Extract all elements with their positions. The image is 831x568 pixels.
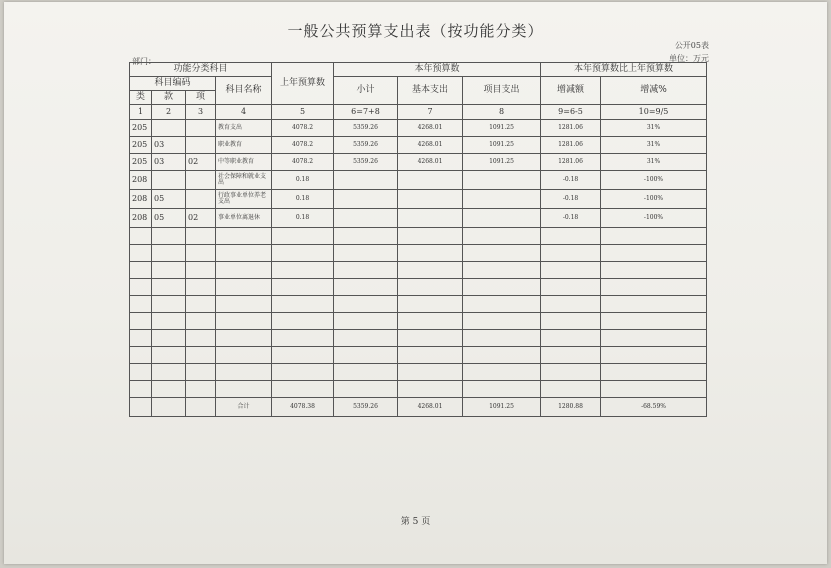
table-row (130, 137, 707, 154)
total-basic: 4268.01 (398, 398, 463, 417)
empty-cell (463, 296, 541, 313)
cell-name: 社会保障和就业支出 (216, 171, 272, 190)
empty-cell (186, 398, 216, 417)
empty-cell (601, 330, 707, 347)
index-cell: 9=6-5 (541, 105, 601, 120)
empty-cell (334, 262, 398, 279)
empty-cell (541, 330, 601, 347)
empty-cell (463, 262, 541, 279)
cell-last-year: 0.18 (272, 171, 334, 190)
empty-cell (130, 262, 152, 279)
empty-cell (130, 296, 152, 313)
table-row (130, 154, 707, 171)
index-cell: 3 (186, 105, 216, 120)
cell-basic: 4268.01 (398, 137, 463, 154)
cell-subtotal (334, 171, 398, 190)
cell-xiang (186, 120, 216, 137)
empty-cell (541, 347, 601, 364)
cell-lei: 208 (130, 190, 152, 209)
cell-name: 职业教育 (216, 137, 272, 154)
empty-cell (130, 347, 152, 364)
empty-cell (152, 245, 186, 262)
empty-cell (216, 381, 272, 398)
cell-pct: -100% (601, 190, 707, 209)
index-cell: 6=7+8 (334, 105, 398, 120)
empty-cell (272, 262, 334, 279)
total-pct: -68.59% (601, 398, 707, 417)
cell-last-year: 4078.2 (272, 154, 334, 171)
cell-delta: -0.18 (541, 171, 601, 190)
empty-row (130, 228, 707, 245)
index-row (130, 105, 707, 120)
header-pct: 增减% (601, 77, 707, 105)
empty-row (130, 296, 707, 313)
cell-name: 行政事业单位养老支出 (216, 190, 272, 209)
empty-cell (272, 347, 334, 364)
empty-cell (272, 228, 334, 245)
empty-cell (186, 364, 216, 381)
empty-cell (463, 381, 541, 398)
empty-cell (463, 228, 541, 245)
empty-cell (334, 381, 398, 398)
empty-cell (398, 245, 463, 262)
empty-cell (463, 279, 541, 296)
cell-lei: 205 (130, 154, 152, 171)
empty-cell (130, 228, 152, 245)
cell-pct: -100% (601, 209, 707, 228)
cell-kuan: 03 (152, 137, 186, 154)
empty-row (130, 313, 707, 330)
empty-cell (186, 228, 216, 245)
cell-name: 事业单位离退休 (216, 209, 272, 228)
empty-cell (272, 364, 334, 381)
empty-cell (398, 262, 463, 279)
empty-cell (541, 313, 601, 330)
cell-pct: 31% (601, 154, 707, 171)
cell-lei: 208 (130, 171, 152, 190)
cell-pct: 31% (601, 120, 707, 137)
cell-last-year: 0.18 (272, 209, 334, 228)
empty-cell (334, 364, 398, 381)
cell-subtotal (334, 190, 398, 209)
empty-cell (152, 262, 186, 279)
header-name: 科目名称 (216, 77, 272, 105)
empty-cell (398, 381, 463, 398)
cell-delta: 1281.06 (541, 137, 601, 154)
empty-cell (398, 279, 463, 296)
empty-cell (601, 228, 707, 245)
total-row (130, 398, 707, 417)
header-func-group: 功能分类科目 (130, 63, 272, 77)
empty-cell (130, 330, 152, 347)
header-xiang: 项 (186, 91, 216, 105)
empty-cell (216, 262, 272, 279)
empty-cell (216, 330, 272, 347)
form-number: 公开05表 (674, 41, 709, 50)
cell-basic (398, 190, 463, 209)
empty-cell (541, 279, 601, 296)
header-compare-group: 本年预算数比上年预算数 (541, 63, 707, 77)
empty-cell (334, 330, 398, 347)
empty-cell (398, 364, 463, 381)
empty-row (130, 347, 707, 364)
empty-cell (272, 313, 334, 330)
cell-basic: 4268.01 (398, 120, 463, 137)
cell-delta: -0.18 (541, 209, 601, 228)
empty-cell (186, 296, 216, 313)
empty-cell (334, 347, 398, 364)
empty-cell (130, 364, 152, 381)
empty-cell (601, 347, 707, 364)
page-number: 第 5 页 (400, 517, 431, 527)
empty-cell (186, 313, 216, 330)
empty-cell (541, 262, 601, 279)
empty-cell (216, 364, 272, 381)
cell-project (463, 171, 541, 190)
cell-xiang (186, 190, 216, 209)
empty-cell (186, 381, 216, 398)
empty-cell (334, 279, 398, 296)
empty-cell (130, 279, 152, 296)
empty-cell (463, 245, 541, 262)
empty-cell (216, 347, 272, 364)
index-cell: 8 (463, 105, 541, 120)
empty-cell (601, 262, 707, 279)
table-row (130, 190, 707, 209)
cell-subtotal: 5359.26 (334, 154, 398, 171)
empty-cell (601, 364, 707, 381)
total-subtotal: 5359.26 (334, 398, 398, 417)
empty-cell (601, 381, 707, 398)
empty-cell (398, 296, 463, 313)
empty-row (130, 262, 707, 279)
cell-xiang (186, 171, 216, 190)
empty-row (130, 330, 707, 347)
cell-project: 1091.25 (463, 120, 541, 137)
cell-kuan: 03 (152, 154, 186, 171)
empty-cell (186, 330, 216, 347)
empty-cell (186, 245, 216, 262)
cell-last-year: 0.18 (272, 190, 334, 209)
cell-kuan: 05 (152, 190, 186, 209)
budget-table (129, 62, 707, 417)
empty-cell (601, 279, 707, 296)
empty-cell (216, 296, 272, 313)
index-cell: 1 (130, 105, 152, 120)
header-kuan: 款 (152, 91, 186, 105)
empty-cell (152, 228, 186, 245)
cell-last-year: 4078.2 (272, 137, 334, 154)
cell-name: 中等职业教育 (216, 154, 272, 171)
cell-kuan (152, 120, 186, 137)
empty-cell (152, 398, 186, 417)
empty-cell (398, 228, 463, 245)
empty-cell (216, 279, 272, 296)
cell-xiang: 02 (186, 154, 216, 171)
cell-delta: -0.18 (541, 190, 601, 209)
cell-xiang: 02 (186, 209, 216, 228)
table-row (130, 209, 707, 228)
empty-cell (130, 381, 152, 398)
index-cell: 4 (216, 105, 272, 120)
empty-cell (334, 228, 398, 245)
empty-cell (398, 330, 463, 347)
cell-subtotal: 5359.26 (334, 120, 398, 137)
index-cell: 7 (398, 105, 463, 120)
total-delta: 1280.88 (541, 398, 601, 417)
empty-cell (398, 347, 463, 364)
table-row (130, 171, 707, 190)
empty-cell (334, 296, 398, 313)
header-basic: 基本支出 (398, 77, 463, 105)
empty-cell (152, 296, 186, 313)
empty-cell (152, 347, 186, 364)
empty-cell (130, 398, 152, 417)
header-code-group: 科目编码 (130, 77, 216, 91)
cell-project: 1091.25 (463, 137, 541, 154)
empty-cell (186, 347, 216, 364)
cell-basic: 4268.01 (398, 154, 463, 171)
total-label: 合计 (216, 398, 272, 417)
empty-cell (216, 313, 272, 330)
cell-kuan (152, 171, 186, 190)
empty-cell (186, 262, 216, 279)
cell-lei: 208 (130, 209, 152, 228)
empty-cell (152, 381, 186, 398)
index-cell: 10=9/5 (601, 105, 707, 120)
empty-cell (463, 347, 541, 364)
header-project: 项目支出 (463, 77, 541, 105)
empty-cell (152, 364, 186, 381)
cell-lei: 205 (130, 120, 152, 137)
header-this-year-group: 本年预算数 (334, 63, 541, 77)
empty-cell (601, 313, 707, 330)
cell-project (463, 209, 541, 228)
empty-row (130, 279, 707, 296)
empty-cell (152, 279, 186, 296)
empty-cell (272, 381, 334, 398)
index-cell: 2 (152, 105, 186, 120)
empty-cell (541, 296, 601, 313)
cell-project (463, 190, 541, 209)
cell-delta: 1281.06 (541, 154, 601, 171)
cell-delta: 1281.06 (541, 120, 601, 137)
total-project: 1091.25 (463, 398, 541, 417)
empty-cell (130, 313, 152, 330)
cell-kuan: 05 (152, 209, 186, 228)
cell-subtotal: 5359.26 (334, 137, 398, 154)
empty-row (130, 245, 707, 262)
empty-cell (272, 245, 334, 262)
empty-cell (541, 228, 601, 245)
empty-cell (334, 245, 398, 262)
empty-cell (272, 279, 334, 296)
cell-project: 1091.25 (463, 154, 541, 171)
cell-basic (398, 209, 463, 228)
header-subtotal: 小计 (334, 77, 398, 105)
index-cell: 5 (272, 105, 334, 120)
header-lei: 类 (130, 91, 152, 105)
empty-cell (463, 313, 541, 330)
empty-cell (463, 364, 541, 381)
cell-subtotal (334, 209, 398, 228)
table-row (130, 120, 707, 137)
header-last-year: 上年预算数 (272, 63, 334, 105)
empty-cell (186, 279, 216, 296)
cell-pct: 31% (601, 137, 707, 154)
empty-cell (216, 228, 272, 245)
cell-xiang (186, 137, 216, 154)
cell-lei: 205 (130, 137, 152, 154)
empty-cell (272, 296, 334, 313)
empty-cell (216, 245, 272, 262)
empty-cell (398, 313, 463, 330)
empty-cell (152, 313, 186, 330)
cell-last-year: 4078.2 (272, 120, 334, 137)
empty-row (130, 381, 707, 398)
cell-name: 教育支出 (216, 120, 272, 137)
empty-cell (541, 364, 601, 381)
empty-cell (541, 245, 601, 262)
empty-cell (130, 245, 152, 262)
empty-cell (463, 330, 541, 347)
empty-cell (334, 313, 398, 330)
header-delta: 增减额 (541, 77, 601, 105)
page-title: 一般公共预算支出表（按功能分类） (287, 22, 544, 40)
empty-cell (152, 330, 186, 347)
cell-basic (398, 171, 463, 190)
total-last-year: 4078.38 (272, 398, 334, 417)
empty-cell (272, 330, 334, 347)
empty-cell (541, 381, 601, 398)
empty-cell (601, 296, 707, 313)
cell-pct: -100% (601, 171, 707, 190)
empty-row (130, 364, 707, 381)
department-label: 部门： (132, 57, 156, 66)
empty-cell (601, 245, 707, 262)
unit-label: 单位：万元 (669, 54, 709, 63)
